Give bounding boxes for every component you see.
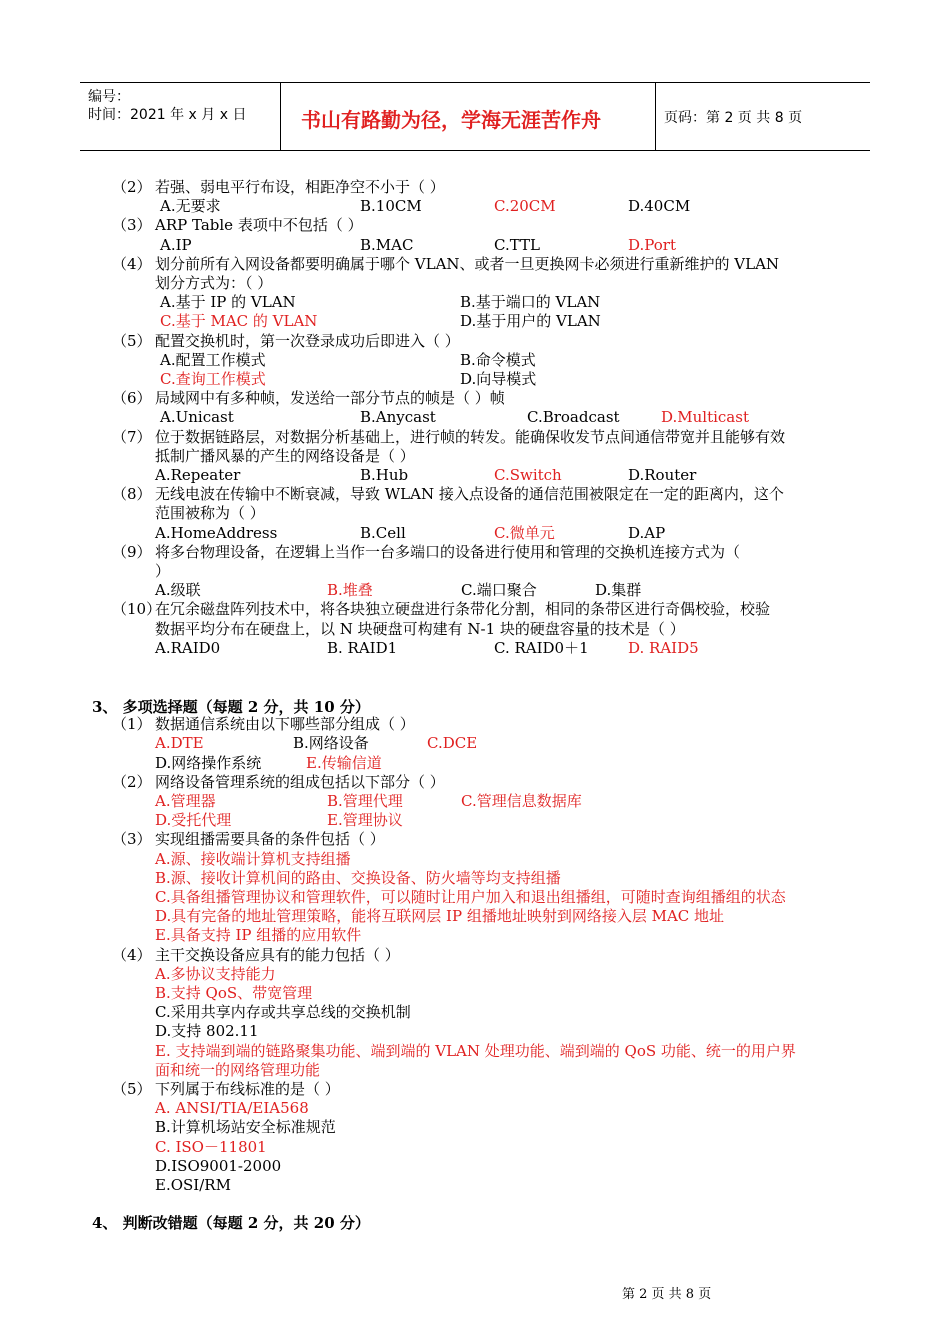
option: B.命令模式 xyxy=(460,350,536,369)
option: B.Anycast xyxy=(360,408,436,427)
option: A.Repeater xyxy=(155,466,241,484)
option: C.TTL xyxy=(494,235,540,254)
option: E.OSI/RM xyxy=(155,1176,231,1194)
option-answer: E. 支持端到端的链路聚集功能、端到端的 VLAN 处理功能、端到端的 QoS 功能、统一的用户界 xyxy=(155,1041,796,1060)
question-stem: 局域网中有多种帧，发送给一部分节点的帧是（ ）帧 xyxy=(155,389,505,408)
question-stem: ） xyxy=(155,562,171,580)
option: A.无要求 xyxy=(160,197,221,216)
header-divider-left xyxy=(280,82,281,150)
section-title: 3、 多项选择题（每题 2 分，共 10 分） xyxy=(92,698,370,716)
question-stem: 划分方式为：（ ） xyxy=(155,274,273,292)
option-answer: B.堆叠 xyxy=(327,581,373,600)
motto: 书山有路勤为径，学海无涯苦作舟 xyxy=(301,108,601,132)
question-number: （5） xyxy=(112,1080,152,1098)
option: A.RAID0 xyxy=(155,638,221,657)
question-stem: 配置交换机时，第一次登录成功后即进入（ ） xyxy=(155,331,460,350)
option: D.支持 802.11 xyxy=(155,1022,259,1041)
option: A.HomeAddress xyxy=(155,523,278,542)
option-answer: A.管理器 xyxy=(155,792,216,810)
option-answer: D.Port xyxy=(628,235,676,254)
option-answer: 面和统一的网络管理功能 xyxy=(155,1060,321,1079)
option: C.端口聚合 xyxy=(461,581,537,600)
option: D.Router xyxy=(628,466,697,484)
section-title: 4、 判断改错题（每题 2 分，共 20 分） xyxy=(92,1214,370,1232)
option-answer: C.具备组播管理协议和管理软件，可以随时让用户加入和退出组播组，可随时查询组播组的状态 xyxy=(155,888,786,906)
question-stem: 网络设备管理系统的组成包括以下部分（ ） xyxy=(155,772,445,791)
question-stem: 抵制广播风暴的产生的网络设备是（ ） xyxy=(155,446,415,465)
option-answer: D. RAID5 xyxy=(628,638,699,657)
question-stem: 下列属于布线标准的是（ ） xyxy=(155,1080,340,1098)
time-label: 时间：2021 年 x 月 x 日 xyxy=(88,107,247,123)
option: D.40CM xyxy=(628,197,691,216)
question-number: （4） xyxy=(112,945,152,964)
question-stem: 在冗余磁盘阵列技术中，将各块独立硬盘进行条带化分割，相同的条带区进行奇偶校验，校验 xyxy=(155,600,771,619)
option-answer: C.管理信息数据库 xyxy=(461,792,582,810)
question-stem: 无线电波在传输中不断衰减，导致 WLAN 接入点设备的通信范围被限定在一定的距离内，这个 xyxy=(155,485,784,504)
option-answer: C. ISO－11801 xyxy=(155,1137,267,1156)
option: A.配置工作模式 xyxy=(160,350,266,369)
question-stem: 实现组播需要具备的条件包括（ ） xyxy=(155,830,385,849)
option-answer: C.DCE xyxy=(427,734,478,753)
question-number: （4） xyxy=(112,254,152,273)
option: B.计算机场站安全标准规范 xyxy=(155,1118,336,1137)
option-answer: D.受托代理 xyxy=(155,811,232,830)
header-divider-right xyxy=(655,82,656,150)
option-answer: E.管理协议 xyxy=(327,811,403,830)
option-answer: D.Multicast xyxy=(661,408,749,427)
option-answer: E.具备支持 IP 组播的应用软件 xyxy=(155,926,362,945)
question-number: （2） xyxy=(112,178,152,196)
header-top-rule xyxy=(80,82,870,83)
question-stem: ARP Table 表项中不包括（ ） xyxy=(155,216,363,235)
question-stem: 位于数据链路层，对数据分析基础上，进行帧的转发。能确保收发节点间通信带宽并且能够有效 xyxy=(155,427,786,446)
option: A.基于 IP 的 VLAN xyxy=(160,293,296,312)
question-number: （5） xyxy=(112,331,152,350)
option: C. RAID0＋1 xyxy=(494,638,589,657)
option: A.IP xyxy=(160,235,192,254)
option-answer: D.具有完备的地址管理策略，能将互联网层 IP 组播地址映射到网络接入层 MAC 地址 xyxy=(155,907,725,926)
question-stem: 范围被称为（ ） xyxy=(155,504,265,523)
option: B.Cell xyxy=(360,523,406,542)
question-stem: 若强、弱电平行布设，相距净空不小于（ ） xyxy=(155,178,445,196)
option: A.Unicast xyxy=(160,408,234,427)
option-answer: A. ANSI/TIA/EIA568 xyxy=(155,1099,309,1118)
option-answer: A.源、接收端计算机支持组播 xyxy=(155,849,351,868)
option-answer: C.Switch xyxy=(494,466,562,484)
question-number: （8） xyxy=(112,485,152,504)
question-stem: 数据平均分布在硬盘上，以 N 块硬盘可构建有 N-1 块的硬盘容量的技术是（ ） xyxy=(155,619,685,638)
option-answer: C.微单元 xyxy=(494,523,555,542)
option: D.ISO9001-2000 xyxy=(155,1156,282,1175)
option: B.MAC xyxy=(360,235,414,254)
question-number: （3） xyxy=(112,830,152,849)
serial-label: 编号： xyxy=(88,89,130,105)
question-stem: 数据通信系统由以下哪些部分组成（ ） xyxy=(155,715,415,734)
question-number: （2） xyxy=(112,772,152,791)
option: B.基于端口的 VLAN xyxy=(460,293,601,312)
page-label: 页码：第 2 页 共 8 页 xyxy=(664,110,803,126)
question-number: （7） xyxy=(112,427,152,446)
question-number: （10） xyxy=(112,600,162,619)
option-answer: A.多协议支持能力 xyxy=(155,964,276,983)
question-number: （3） xyxy=(112,216,152,235)
question-stem: 将多台物理设备，在逻辑上当作一台多端口的设备进行使用和管理的交换机连接方式为（ xyxy=(155,542,741,561)
option: B. RAID1 xyxy=(327,638,398,657)
option-answer: E.传输信道 xyxy=(306,753,382,772)
option: C.采用共享内存或共享总线的交换机制 xyxy=(155,1003,411,1022)
header-bottom-rule xyxy=(80,150,870,151)
option: D.AP xyxy=(628,523,666,542)
option: B.网络设备 xyxy=(293,734,369,753)
option: D.向导模式 xyxy=(460,370,537,388)
option: D.网络操作系统 xyxy=(155,753,262,772)
option-answer: B.管理代理 xyxy=(327,792,403,810)
option: C.Broadcast xyxy=(527,408,620,427)
question-number: （9） xyxy=(112,542,152,561)
option-answer: A.DTE xyxy=(155,734,204,753)
option: B.Hub xyxy=(360,466,409,484)
question-number: （6） xyxy=(112,389,152,408)
option: B.10CM xyxy=(360,197,422,216)
page-footer: 第 2 页 共 8 页 xyxy=(622,1287,712,1302)
option-answer: B.支持 QoS、带宽管理 xyxy=(155,984,313,1002)
question-number: （1） xyxy=(112,715,152,734)
question-stem: 划分前所有入网设备都要明确属于哪个 VLAN、或者一旦更换网卡必须进行重新维护的 VLAN xyxy=(155,254,780,273)
option: D.集群 xyxy=(595,581,642,600)
option-answer: C.查询工作模式 xyxy=(160,370,266,388)
question-stem: 主干交换设备应具有的能力包括（ ） xyxy=(155,945,400,964)
option: A.级联 xyxy=(155,581,201,600)
option-answer: B.源、接收计算机间的路由、交换设备、防火墙等均支持组播 xyxy=(155,868,561,887)
option-answer: C.20CM xyxy=(494,197,556,216)
option-answer: C.基于 MAC 的 VLAN xyxy=(160,312,318,331)
option: D.基于用户的 VLAN xyxy=(460,312,601,331)
